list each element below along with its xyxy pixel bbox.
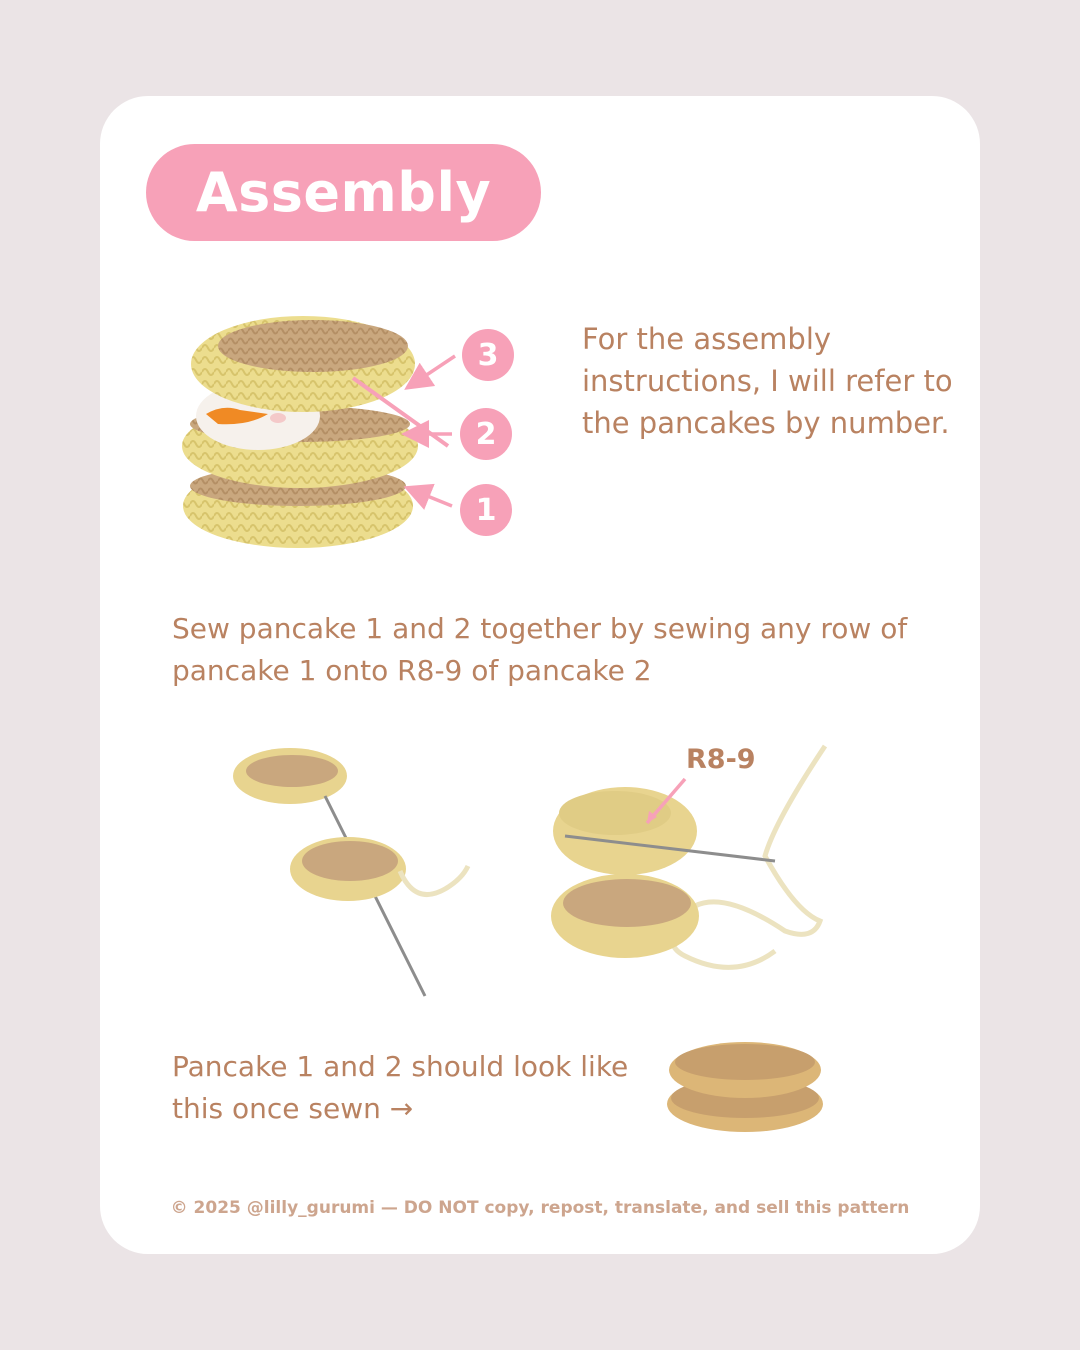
copyright-footer: © 2025 @lilly_gurumi — DO NOT copy, repost, translate, and sell this pattern xyxy=(170,1198,910,1218)
pancake-stack-photo xyxy=(178,306,438,556)
row-label: R8-9 xyxy=(686,744,756,775)
sew-instruction: Sew pancake 1 and 2 together by sewing any row of pancake 1 onto R8-9 of pancake 2 xyxy=(172,612,908,687)
badge-2: 2 xyxy=(460,408,512,460)
title-pill xyxy=(146,144,541,241)
page-title: Assembly xyxy=(195,161,492,224)
intro-text: For the assembly instructions, I will refer to the pancakes by number. xyxy=(582,322,953,440)
badge-1: 1 xyxy=(460,484,512,536)
sewing-photo-right xyxy=(545,741,835,1011)
badge-3: 3 xyxy=(462,329,514,381)
sewing-photo-left xyxy=(230,741,480,1001)
sewn-pancakes-photo xyxy=(665,1036,825,1136)
pattern-card xyxy=(100,96,980,1254)
result-text: Pancake 1 and 2 should look like this once sewn → xyxy=(172,1050,629,1125)
